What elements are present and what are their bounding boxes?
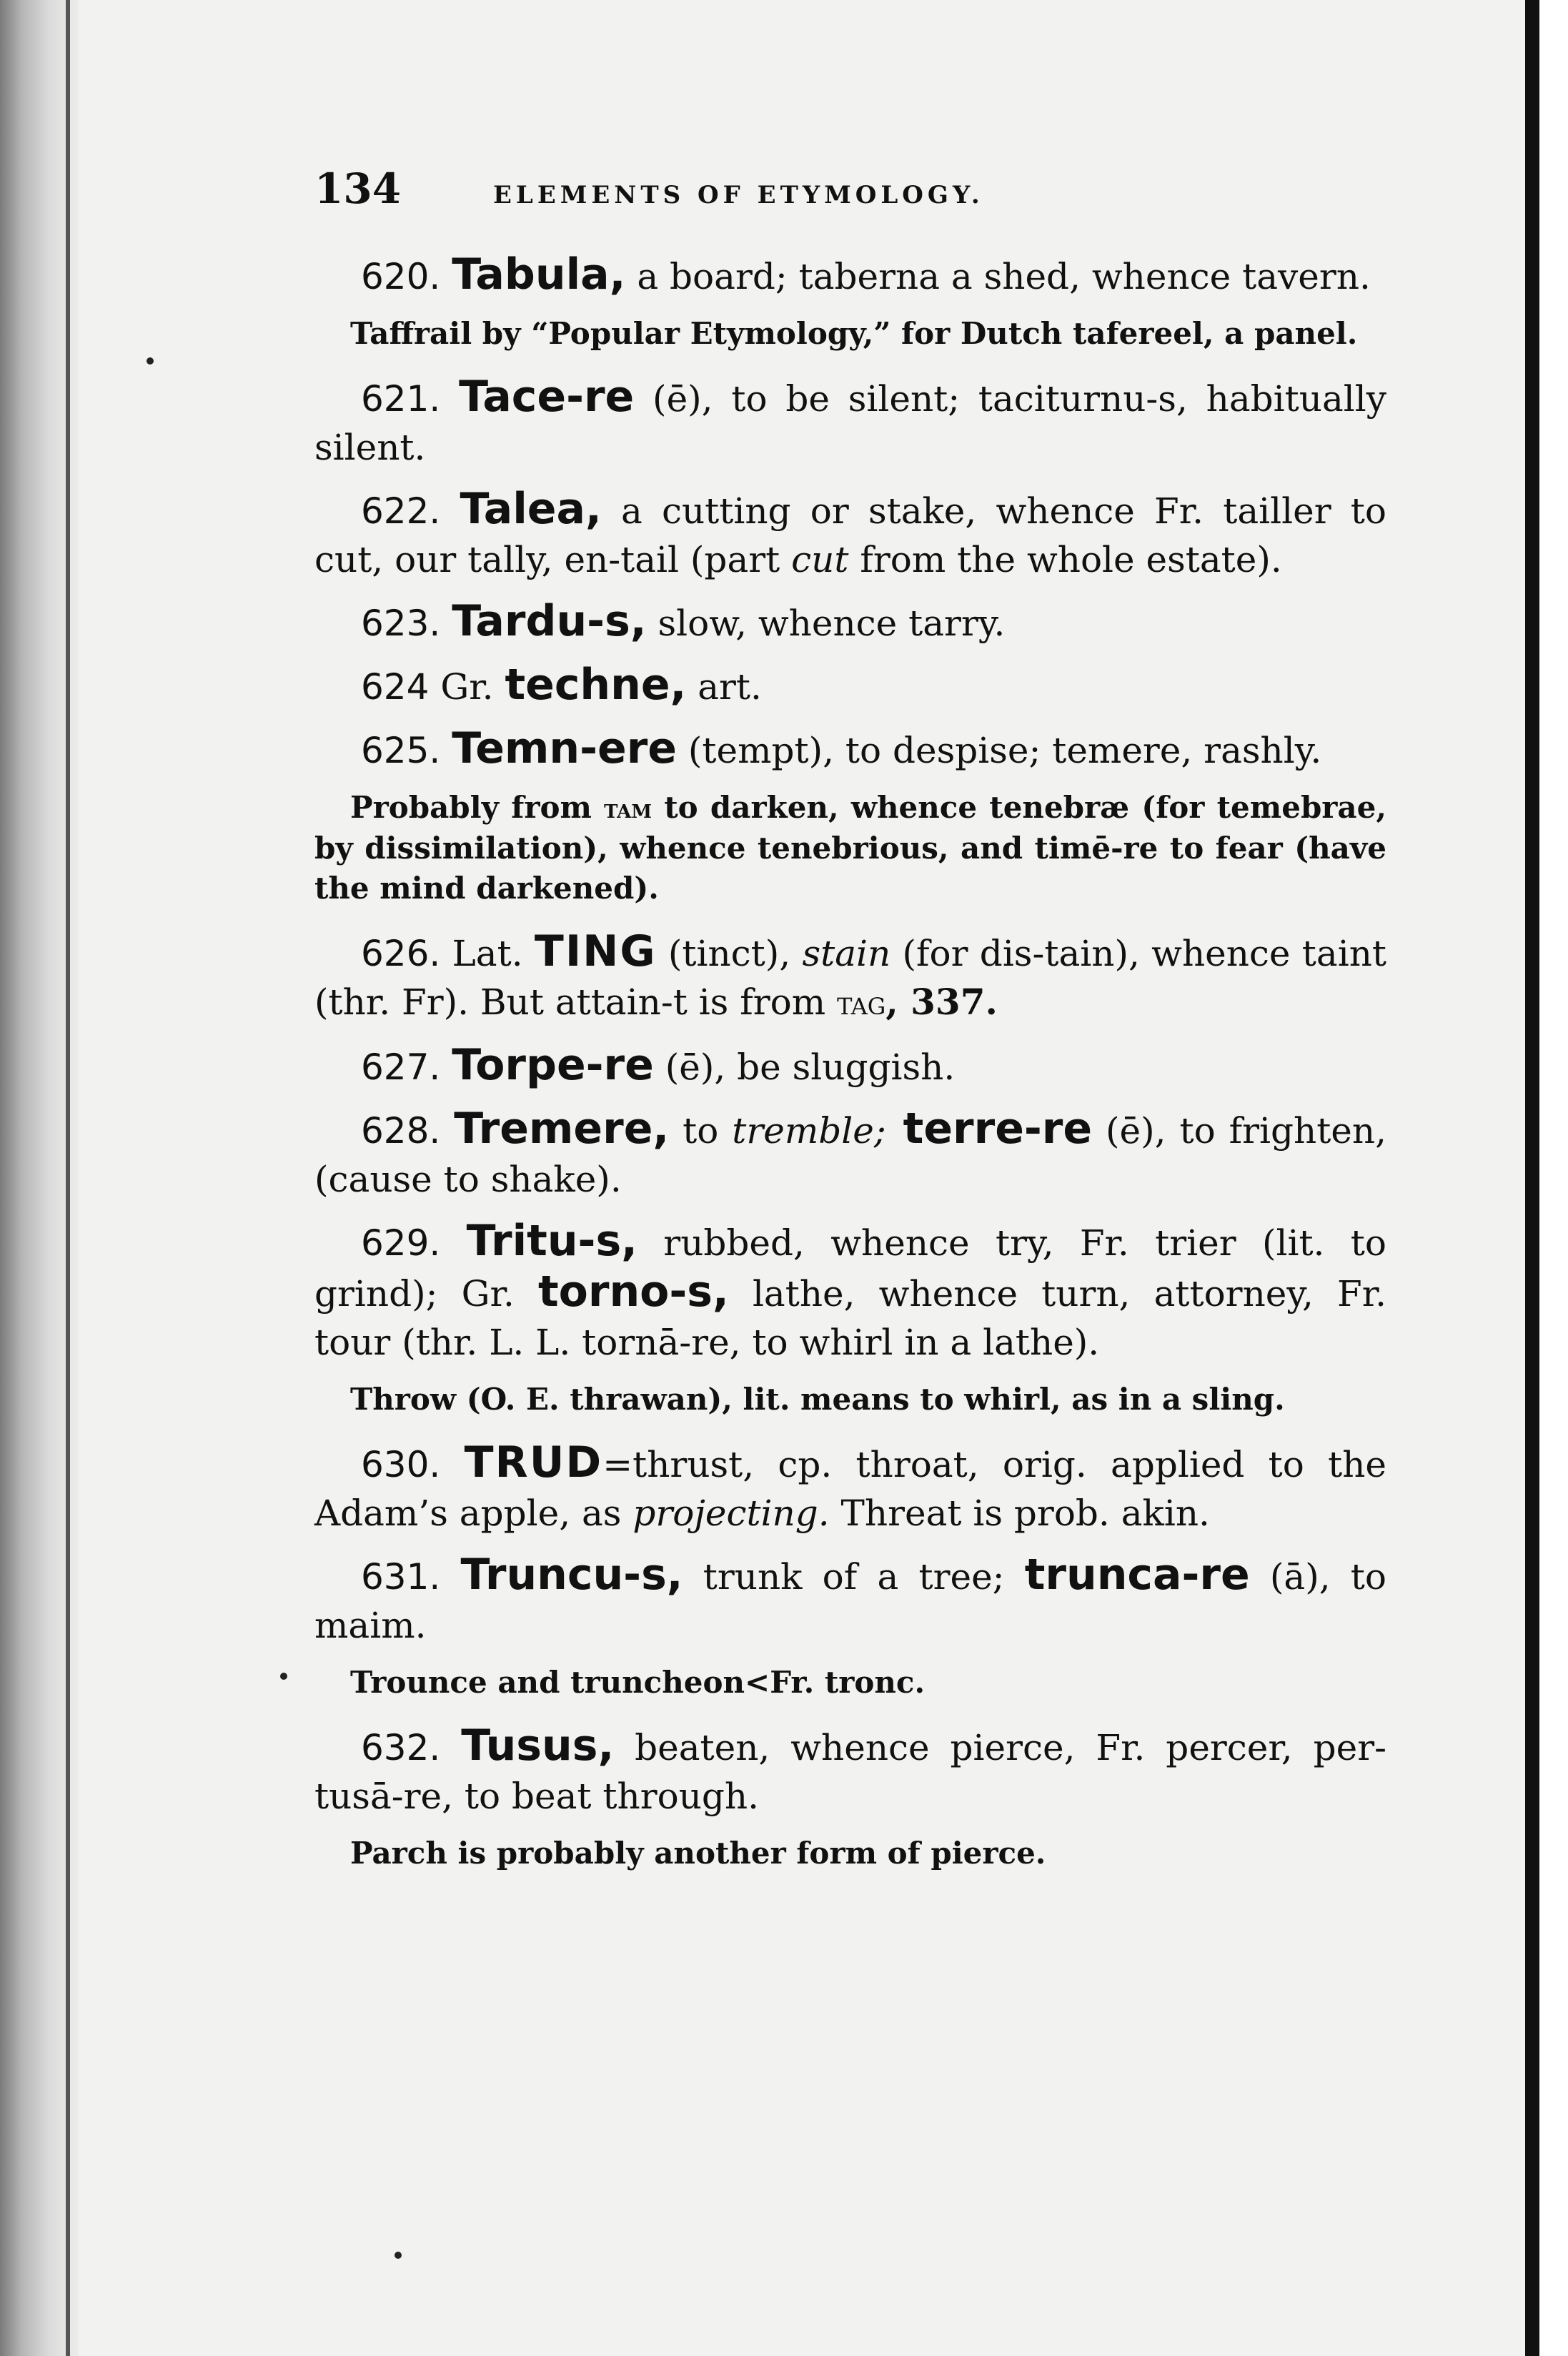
entry-number: 627. bbox=[361, 1046, 441, 1088]
note: Taffrail by “Popular Etymology,” for Dutch tafereel, a panel. bbox=[350, 316, 1358, 351]
definition: , 337. bbox=[885, 981, 998, 1023]
definition: trunk of a tree; bbox=[683, 1556, 1025, 1598]
headword: Tritu-s, bbox=[466, 1216, 637, 1266]
entry-628 bbox=[314, 1104, 1386, 1204]
entry-number: 631. bbox=[361, 1556, 441, 1598]
entry-624 bbox=[314, 660, 1386, 711]
entry-number: 626. bbox=[361, 933, 441, 974]
emphasis: stain bbox=[802, 933, 891, 974]
emphasis: cut bbox=[791, 539, 849, 580]
page-edge-line bbox=[66, 0, 70, 2356]
speck bbox=[280, 1673, 287, 1680]
entry-630 bbox=[314, 1438, 1386, 1538]
entry-number: 620. bbox=[361, 256, 441, 297]
entry-number: 632. bbox=[361, 1727, 441, 1768]
headword: Temn-ere bbox=[452, 723, 677, 773]
entry-627 bbox=[314, 1041, 1386, 1092]
definition: slow, whence tarry. bbox=[646, 603, 1006, 644]
headword: trunca-re bbox=[1024, 1550, 1250, 1600]
headword: Tabula, bbox=[452, 249, 626, 300]
definition: Threat is prob. akin. bbox=[829, 1493, 1210, 1534]
headword: TING bbox=[534, 926, 657, 976]
page-header bbox=[314, 164, 1386, 229]
definition: to bbox=[669, 1110, 733, 1152]
headword: Tusus, bbox=[461, 1721, 615, 1771]
prefix: Gr. bbox=[429, 666, 505, 708]
definition: rubbed, whence try, Fr. trier (lit. to grind); Gr. bbox=[314, 1222, 1386, 1315]
prefix: Lat. bbox=[440, 933, 535, 974]
definition: art. bbox=[686, 666, 762, 708]
root-small-caps: tam bbox=[604, 793, 652, 824]
speck bbox=[147, 357, 154, 365]
entry-620 bbox=[314, 250, 1386, 301]
note: Parch is probably another form of pierce. bbox=[350, 1836, 1046, 1871]
outer-margin bbox=[1539, 0, 1568, 2356]
entry-number: 629. bbox=[361, 1222, 441, 1264]
emphasis: projecting. bbox=[632, 1493, 830, 1534]
definition: a board; taberna a shed, whence tavern. bbox=[625, 256, 1371, 297]
headword: Talea, bbox=[460, 484, 602, 534]
entry-number: 625. bbox=[361, 730, 441, 771]
entry-number: 621. bbox=[361, 378, 441, 420]
definition: (ē), to frighten, (cause to shake). bbox=[314, 1110, 1386, 1200]
definition: from the whole estate). bbox=[848, 539, 1282, 580]
speck bbox=[395, 2252, 402, 2259]
note: Throw (O. E. thrawan), lit. means to whirl, as in a sling. bbox=[350, 1382, 1285, 1417]
definition: (ā), to maim. bbox=[314, 1556, 1386, 1646]
entry-626 bbox=[314, 927, 1386, 1028]
definition: lathe, whence turn, attorney, Fr. tour (thr. L. L. tornā-re, to whirl in a lathe). bbox=[314, 1273, 1386, 1363]
headword: torno-s, bbox=[537, 1267, 729, 1317]
definition: (tempt), to despise; temere, rashly. bbox=[677, 730, 1322, 771]
running-head: ELEMENTS OF ETYMOLOGY. bbox=[493, 181, 984, 209]
entry-623 bbox=[314, 597, 1386, 648]
entry-622 bbox=[314, 485, 1386, 584]
headword: Truncu-s, bbox=[460, 1550, 683, 1600]
headword: TRUD bbox=[464, 1437, 603, 1488]
note-text: to darken, whence tenebræ (for temebrae, by dissimilation), whence tenebrious, and timē-re to fear (have the mind darkened). bbox=[314, 790, 1386, 906]
entry-625 bbox=[314, 724, 1386, 775]
headword: techne, bbox=[505, 660, 687, 710]
headword: Torpe-re bbox=[452, 1040, 654, 1090]
entry-631 bbox=[314, 1550, 1386, 1650]
root-small-caps: tag bbox=[837, 984, 886, 1022]
definition: (ē), to be silent; taciturnu-s, habitually silent. bbox=[314, 378, 1386, 468]
headword: Tardu-s, bbox=[452, 596, 647, 646]
definition: (ē), be sluggish. bbox=[653, 1046, 956, 1088]
definition: (tinct), bbox=[656, 933, 803, 974]
headword: Tace-re bbox=[459, 372, 635, 422]
headword: terre-re bbox=[885, 1104, 1093, 1154]
page-text bbox=[314, 164, 1386, 1892]
headword: Tremere, bbox=[454, 1104, 670, 1154]
scan-border bbox=[1525, 0, 1539, 2356]
entry-number: 628. bbox=[361, 1110, 441, 1152]
entry-number: 623. bbox=[361, 603, 441, 644]
entry-number: 622. bbox=[361, 490, 441, 532]
page-number: 134 bbox=[314, 164, 402, 213]
entry-621 bbox=[314, 372, 1386, 472]
entry-629 bbox=[314, 1217, 1386, 1367]
note-text: Probably from bbox=[350, 790, 605, 825]
entry-632 bbox=[314, 1721, 1386, 1821]
definition: beaten, whence pierce, Fr. percer, per-tusā-re, to beat through. bbox=[314, 1727, 1387, 1817]
entry-number: 624 bbox=[361, 666, 430, 708]
entry-number: 630. bbox=[361, 1444, 441, 1485]
definition: (for dis-tain), whence taint (thr. Fr). But attain-t is from bbox=[314, 933, 1386, 1023]
emphasis: tremble; bbox=[732, 1110, 886, 1152]
note bbox=[314, 788, 1386, 909]
definition: =thrust, cp. throat, orig. applied to the Adam’s apple, as bbox=[314, 1444, 1386, 1534]
definition: a cutting or stake, whence Fr. tailler to cut, our tally, en-tail (part bbox=[314, 490, 1386, 580]
note: Trounce and truncheon<Fr. tronc. bbox=[350, 1665, 926, 1700]
